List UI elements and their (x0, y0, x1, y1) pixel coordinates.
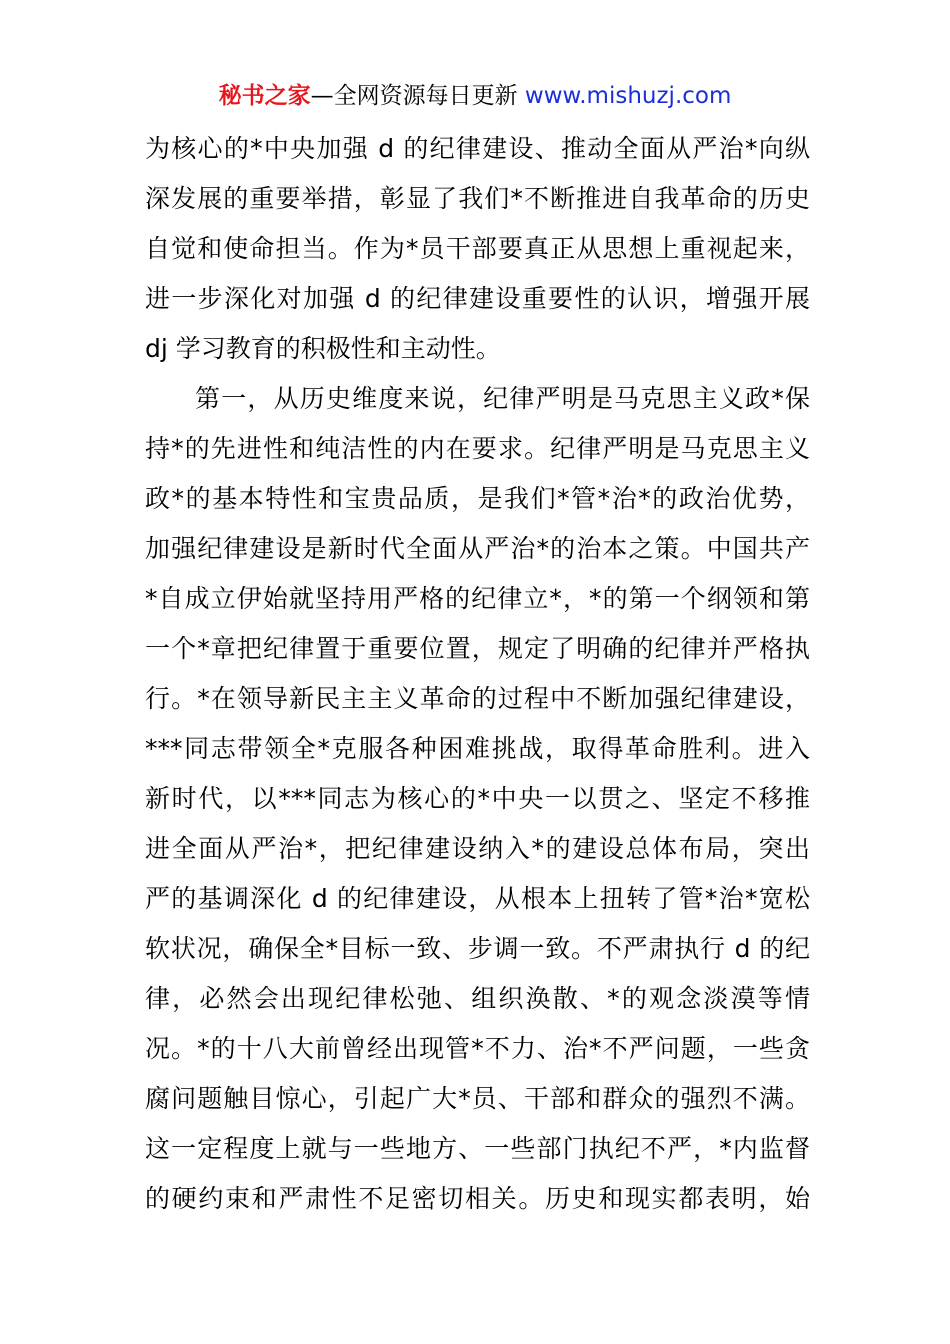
site-brand: 秘书之家 (218, 83, 311, 109)
text-line: 这一定程度上就与一些地方、一些部门执纪不严，*内监督 (145, 1134, 810, 1163)
text-line: 进全面从严治*，把纪律建设纳入*的建设总体布局，突出 (145, 834, 810, 863)
text-line: *自成立伊始就坚持用严格的纪律立*，*的第一个纲领和第 (145, 584, 810, 613)
text-line: 第一，从历史维度来说，纪律严明是马克思主义政*保 (195, 384, 810, 413)
text-line: 的硬约束和严肃性不足密切相关。历史和现实都表明，始 (145, 1184, 810, 1213)
site-tagline: —全网资源每日更新 (310, 83, 518, 109)
text-line: 律，必然会出现纪律松弛、组织涣散、*的观念淡漠等情 (145, 984, 810, 1013)
document-body (145, 124, 810, 1224)
text-line: 新时代，以***同志为核心的*中央一以贯之、坚定不移推 (145, 784, 810, 813)
text-line: 严的基调深化 d 的纪律建设，从根本上扭转了管*治*宽松 (145, 884, 810, 913)
text-line: ***同志带领全*克服各种困难挑战，取得革命胜利。进入 (145, 734, 810, 763)
text-line: 况。*的十八大前曾经出现管*不力、治*不严问题，一些贪 (145, 1034, 810, 1063)
text-line: 腐问题触目惊心，引起广大*员、干部和群众的强烈不满。 (145, 1084, 810, 1113)
text-line: 进一步深化对加强 d 的纪律建设重要性的认识，增强开展 (145, 284, 810, 313)
text-line: 深发展的重要举措，彰显了我们*不断推进自我革命的历史 (145, 184, 810, 213)
text-line: 为核心的*中央加强 d 的纪律建设、推动全面从严治*向纵 (145, 134, 810, 163)
text-line: 加强纪律建设是新时代全面从严治*的治本之策。中国共产 (145, 534, 810, 563)
text-line: 自觉和使命担当。作为*员干部要真正从思想上重视起来， (145, 234, 810, 263)
text-line: dj 学习教育的积极性和主动性。 (145, 334, 501, 363)
site-url[interactable]: www.mishuzj.com (524, 83, 732, 109)
text-line: 持*的先进性和纯洁性的内在要求。纪律严明是马克思主义 (145, 434, 810, 463)
text-line: 一个*章把纪律置于重要位置，规定了明确的纪律并严格执 (145, 634, 810, 663)
paragraph-1 (145, 124, 810, 374)
text-line: 行。*在领导新民主主义革命的过程中不断加强纪律建设， (145, 684, 810, 713)
site-header (0, 80, 950, 112)
text-line: 软状况，确保全*目标一致、步调一致。不严肃执行 d 的纪 (145, 934, 810, 963)
text-line: 政*的基本特性和宝贵品质，是我们*管*治*的政治优势， (145, 484, 810, 513)
paragraph-2 (145, 374, 810, 1224)
